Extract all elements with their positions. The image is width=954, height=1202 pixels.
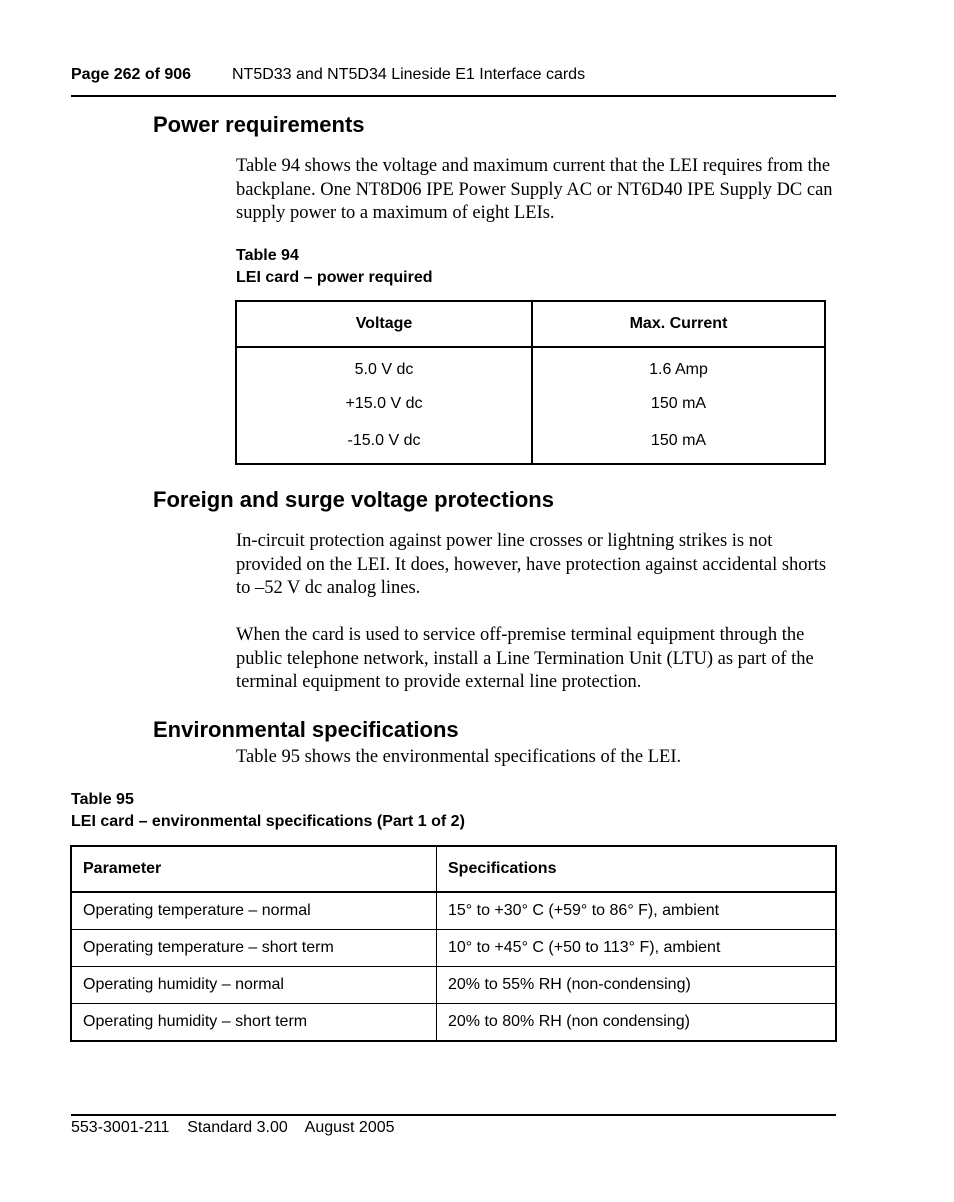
- table-cell: 1.6 Amp: [649, 360, 708, 378]
- table-cell: Operating humidity – normal: [71, 967, 437, 1004]
- table94-title: LEI card – power required: [236, 268, 433, 286]
- table-row: [71, 930, 836, 967]
- table-row: [236, 422, 825, 464]
- table95-caption: [71, 789, 465, 832]
- section-heading-environmental: Environmental specifications: [153, 717, 459, 742]
- foreign-paragraph-1: In-circuit protection against power line crosses or lightning strikes is not provided on the LEI. It does, however, have protection against accidental shorts to –52 V dc analog lines.: [236, 531, 827, 598]
- footer-divider: [71, 1114, 836, 1116]
- table-cell: Operating humidity – short term: [71, 1004, 437, 1042]
- environmental-paragraph: Table 95 shows the environmental specifications of the LEI.: [236, 747, 682, 767]
- table-cell: 10° to +45° C (+50 to 113° F), ambient: [437, 930, 837, 967]
- section-heading-power: Power requirements: [153, 112, 365, 137]
- power-table: [235, 300, 826, 465]
- table-row: [236, 347, 825, 385]
- table-cell: -15.0 V dc: [236, 422, 532, 464]
- doc-number: 553-3001-211: [71, 1119, 170, 1136]
- standard-version: Standard 3.00: [187, 1119, 288, 1136]
- column-header-voltage: Voltage: [236, 301, 532, 347]
- environmental-table: [70, 845, 837, 1042]
- table-row: [71, 967, 836, 1004]
- table-row: [71, 892, 836, 930]
- table-row: [71, 1004, 836, 1042]
- page-footer: [71, 1119, 395, 1137]
- section-heading-foreign: Foreign and surge voltage protections: [153, 487, 554, 512]
- table-header-row: [71, 846, 836, 892]
- table-cell: 15° to +30° C (+59° to 86° F), ambient: [448, 902, 720, 919]
- page-number: Page 262 of 906: [71, 66, 192, 83]
- table-cell: Operating temperature – normal: [71, 892, 437, 930]
- publish-date: August 2005: [304, 1119, 395, 1136]
- table-cell: 150 mA: [650, 431, 707, 449]
- header-divider: [71, 95, 836, 97]
- foreign-paragraph-2: When the card is used to service off-premise terminal equipment through the public telephone network, install a Line Termination Unit (LTU) as part of the terminal equipment to provide external line protection.: [236, 625, 814, 692]
- table95-number: Table 95: [71, 791, 134, 808]
- table-header-row: [236, 301, 825, 347]
- table-cell: Operating temperature – short term: [71, 930, 437, 967]
- table-cell: 5.0 V dc: [236, 347, 532, 385]
- table95-title: LEI card – environmental specifications (Part 1 of 2): [71, 812, 465, 830]
- table94-number: Table 94: [236, 247, 299, 264]
- table-cell: 20% to 55% RH (non-condensing): [437, 967, 837, 1004]
- column-header-specifications: Specifications: [437, 846, 837, 892]
- table94-caption: [236, 245, 433, 288]
- power-paragraph: Table 94 shows the voltage and maximum current that the LEI requires from the backplane. One NT8D06 IPE Power Supply AC or NT6D40 IPE Supply DC can supply power to a maximum of eight LEIs.: [236, 156, 833, 223]
- column-header-max-current: Max. Current: [532, 301, 825, 347]
- table-row: [236, 385, 825, 422]
- table-cell: 150 mA: [650, 394, 707, 412]
- table-cell: +15.0 V dc: [236, 385, 532, 422]
- page-header: [71, 66, 836, 84]
- table-cell: 20% to 80% RH (non condensing): [437, 1004, 837, 1042]
- column-header-parameter: Parameter: [71, 846, 437, 892]
- document-title: NT5D33 and NT5D34 Lineside E1 Interface cards: [232, 66, 586, 83]
